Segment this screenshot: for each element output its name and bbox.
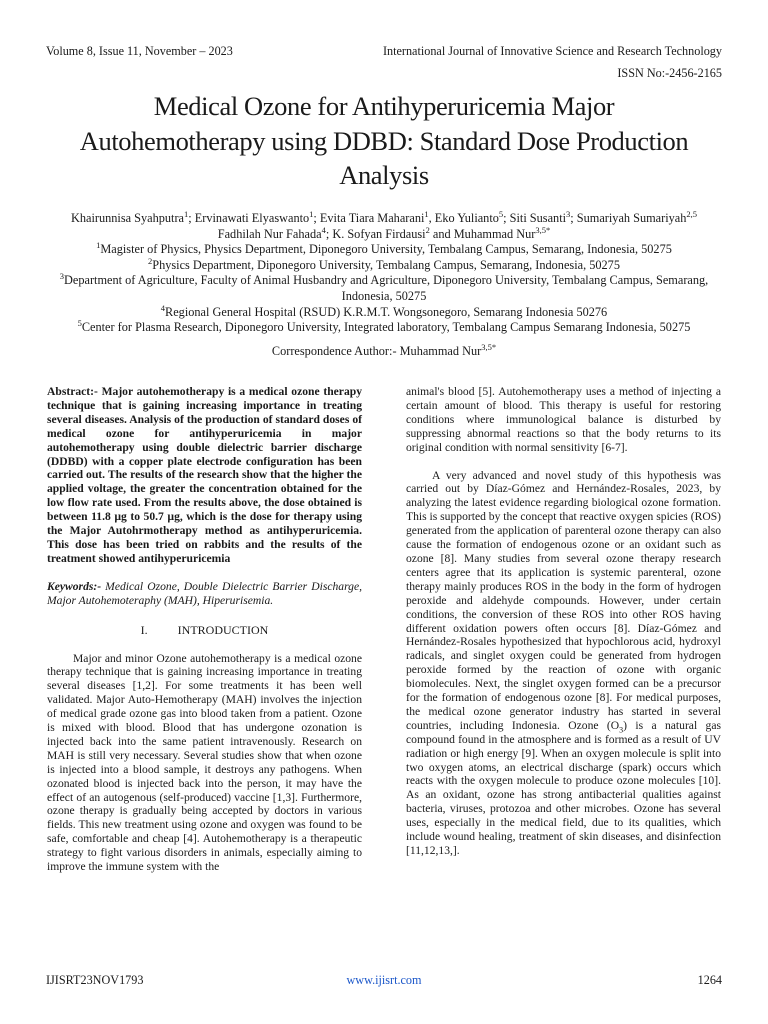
author-name: Fadhilah Nur Fahada (217, 226, 322, 241)
abstract: Abstract:- Major autohemotherapy is a medical ozone therapy technique that is gaining increasing importance in treating several diseases. Analysis of the production of standard doses of medical ozone for antihyperuricemia in major autohemotherapy using double dielectric barrier discharge (DDBD) with a copper plate electrode configuration has been carried out. The results of the research show that the higher the applied voltage, the greater the concentration obtained for the low flow rate used. From the results above, the dose obtained is between 11.8 µg to 50.7 µg, which is the dose for therapy using the Major Autohrmotherapy method as antihyperuricemia. This dose has been tried on rabbits and the results of the treatment showed antihyperuricemia (47, 385, 362, 565)
affiliation-1: $^1$Magister of Physics, Physics Department, Diponegoro University, Tembalang Campus, Semarang, Indonesia, 50275 (96, 240, 672, 257)
author-name: ; Siti Susanti (503, 211, 567, 225)
author-block (44, 208, 724, 336)
author-line-1: Khairunnisa Syahputra$^1$; Ervinawati Elyaswanto$^1$; Evita Tiara Maharani$^1$, Eko Yulianto$^5$; Siti Susanti$^3$; Sumariyah Sumariyah$^{2,5}$ (70, 208, 698, 225)
keywords-label: Keywords:- (47, 579, 102, 593)
affiliation-2: $^2$Physics Department, Diponegoro University, Tembalang Campus, Semarang, Indonesia, 50275 (148, 255, 620, 272)
affiliation-5: $^5$Center for Plasma Research, Diponegoro University, Integrated laboratory, Tembalang Campus Semarang Indonesia, 50275 (77, 318, 691, 335)
right-column (406, 385, 721, 858)
section-number: I. (140, 622, 148, 637)
affiliation-4: $^4$Regional General Hospital (RSUD) K.R.M.T. Wongsonegoro, Semarang Indonesia 50276 (160, 302, 608, 319)
intro-paragraph-3: A very advanced and novel study of this hypothesis was carried out by Díaz-Gómez and Hernández-Rosales, 2023, by analyzing the latest evidence regarding biological ozone formation. This is supported by the concept that reactive oxygen spicies (ROS) generated from the application of parenteral ozone therapy can also cause the formation of endogenous ozone or an oxidant such as ozone [8]. Many studies from several ozone therapy research centers agree that its application is systemic parenteral, ozone therapy mainly produces ROS in the body in the form of hydrogen peroxide and aldehyde compounds. However, under certain conditions, the conversion of these ROS into other ROS having different oxidation powers often occurs [8]. Díaz-Gómez and Hernández-Rosales hypothesized that hypochlorous acid, hydroxyl radicals, and singlet oxygen could be generated from hydrogen peroxide formed by the reaction of ozone with organic biomolecules. Next, the singlet oxygen formed can be a precursor for the formation of endogenous ozone [8]. For medical purposes, the medical ozone generator industry has started in several countries, including Indonesia. Ozone $(O_3)$ is a natural gas compound found in the atmosphere and is formed as a result of UV radiation or high energy [9]. When an oxygen molecule is split into two oxygen atoms, an electrical discharge (spark) occurs which reacts with the oxygen molecule to produce ozone molecules [10]. As an oxidant, ozone has strong antibacterial qualities against bacteria, viruses, protozoa and other microbes. Ozone has several uses, especially in the medical field, due to its qualities, which include wound healing, treatment of skin diseases, and disinfection [11,12,13,]. (406, 468, 721, 857)
article-code: IJISRT23NOV1793 (46, 973, 144, 987)
intro-paragraph-2: animal's blood [5]. Autohemotherapy uses a method of injecting a certain amount of blood. This therapy is useful for restoring conditions where immunological balance is disturbed by suppressing abnormal reactions so that the body returns to its original condition with normal sensitivity [6-7]. (406, 385, 721, 454)
author-name: ; Evita Tiara Maharani (313, 211, 425, 225)
keywords (47, 580, 362, 608)
journal-issn: ISSN No:-2456-2165 (617, 66, 722, 80)
journal-volume: Volume 8, Issue 11, November – 2023 (46, 44, 233, 58)
affiliation-3: $^3$Department of Agriculture, Faculty of Animal Husbandry and Agriculture, Diponegoro University, Tembalang Campus, Semarang, Indonesia, 50275 (59, 271, 709, 303)
left-column (47, 385, 362, 874)
author-name: and Muhammad Nur (429, 226, 536, 241)
paper-title: Medical Ozone for Antihyperuricemia Major Autohemotherapy using DDBD: Standard Dose Production Analysis (79, 91, 689, 190)
keywords-text: Medical Ozone, Double Dielectric Barrier Discharge, Major Autohemoteraphy (MAH), Hiperurisemia. (47, 579, 362, 607)
section-heading (47, 624, 362, 638)
author-name: ; K. Sofyan Firdausi (325, 226, 426, 241)
website-link[interactable]: www.ijisrt.com (346, 973, 422, 987)
section-title: INTRODUCTION (177, 622, 269, 637)
author-name: , Eko Yulianto (428, 211, 499, 225)
intro-paragraph-1: Major and minor Ozone autohemotherapy is a medical ozone therapy technique that is gaining increasing importance in treating several diseases [1,2]. For some treatments it has been well validated. Major Auto-Hemotherapy (MAH) involves the injection of medical grade ozone gas into blood taken from a patient. Ozone is mixed with blood. Blood that has undergone ozonation is injected back into the same patient intravenously. Research on MAH is still very necessary. Several studies show that when ozone is injected into a blood sample, it destroys any pathogens. When ozonated blood is injected back into the person, it may have the effect of an autogenous (self-produced) vaccine [1,3]. Furthermore, ozone therapy is gradually being accepted by doctors in various fields. This new treatment using ozone and oxygen was found to be safe, comfortable and cheap [4]. Autohemotherapy is a therapeutic strategy to fight various disorders in animals, especially aiming to improve the immune system with the (47, 651, 362, 874)
journal-name: International Journal of Innovative Science and Research Technology (382, 44, 722, 58)
author-name: ; Ervinawati Elyaswanto (188, 211, 310, 225)
author-line-2: Fadhilah Nur Fahada$^4$; K. Sofyan Firdausi$^2$ and Muhammad Nur$^{3,5*}$ (217, 224, 551, 241)
author-name: ; Sumariyah Sumariyah (570, 211, 687, 225)
author-name: Khairunnisa Syahputra (70, 211, 185, 225)
page-number: 1264 (697, 973, 722, 987)
correspondence-author: Correspondence Author:- Muhammad Nur$^{3,5*}$ (271, 341, 497, 358)
